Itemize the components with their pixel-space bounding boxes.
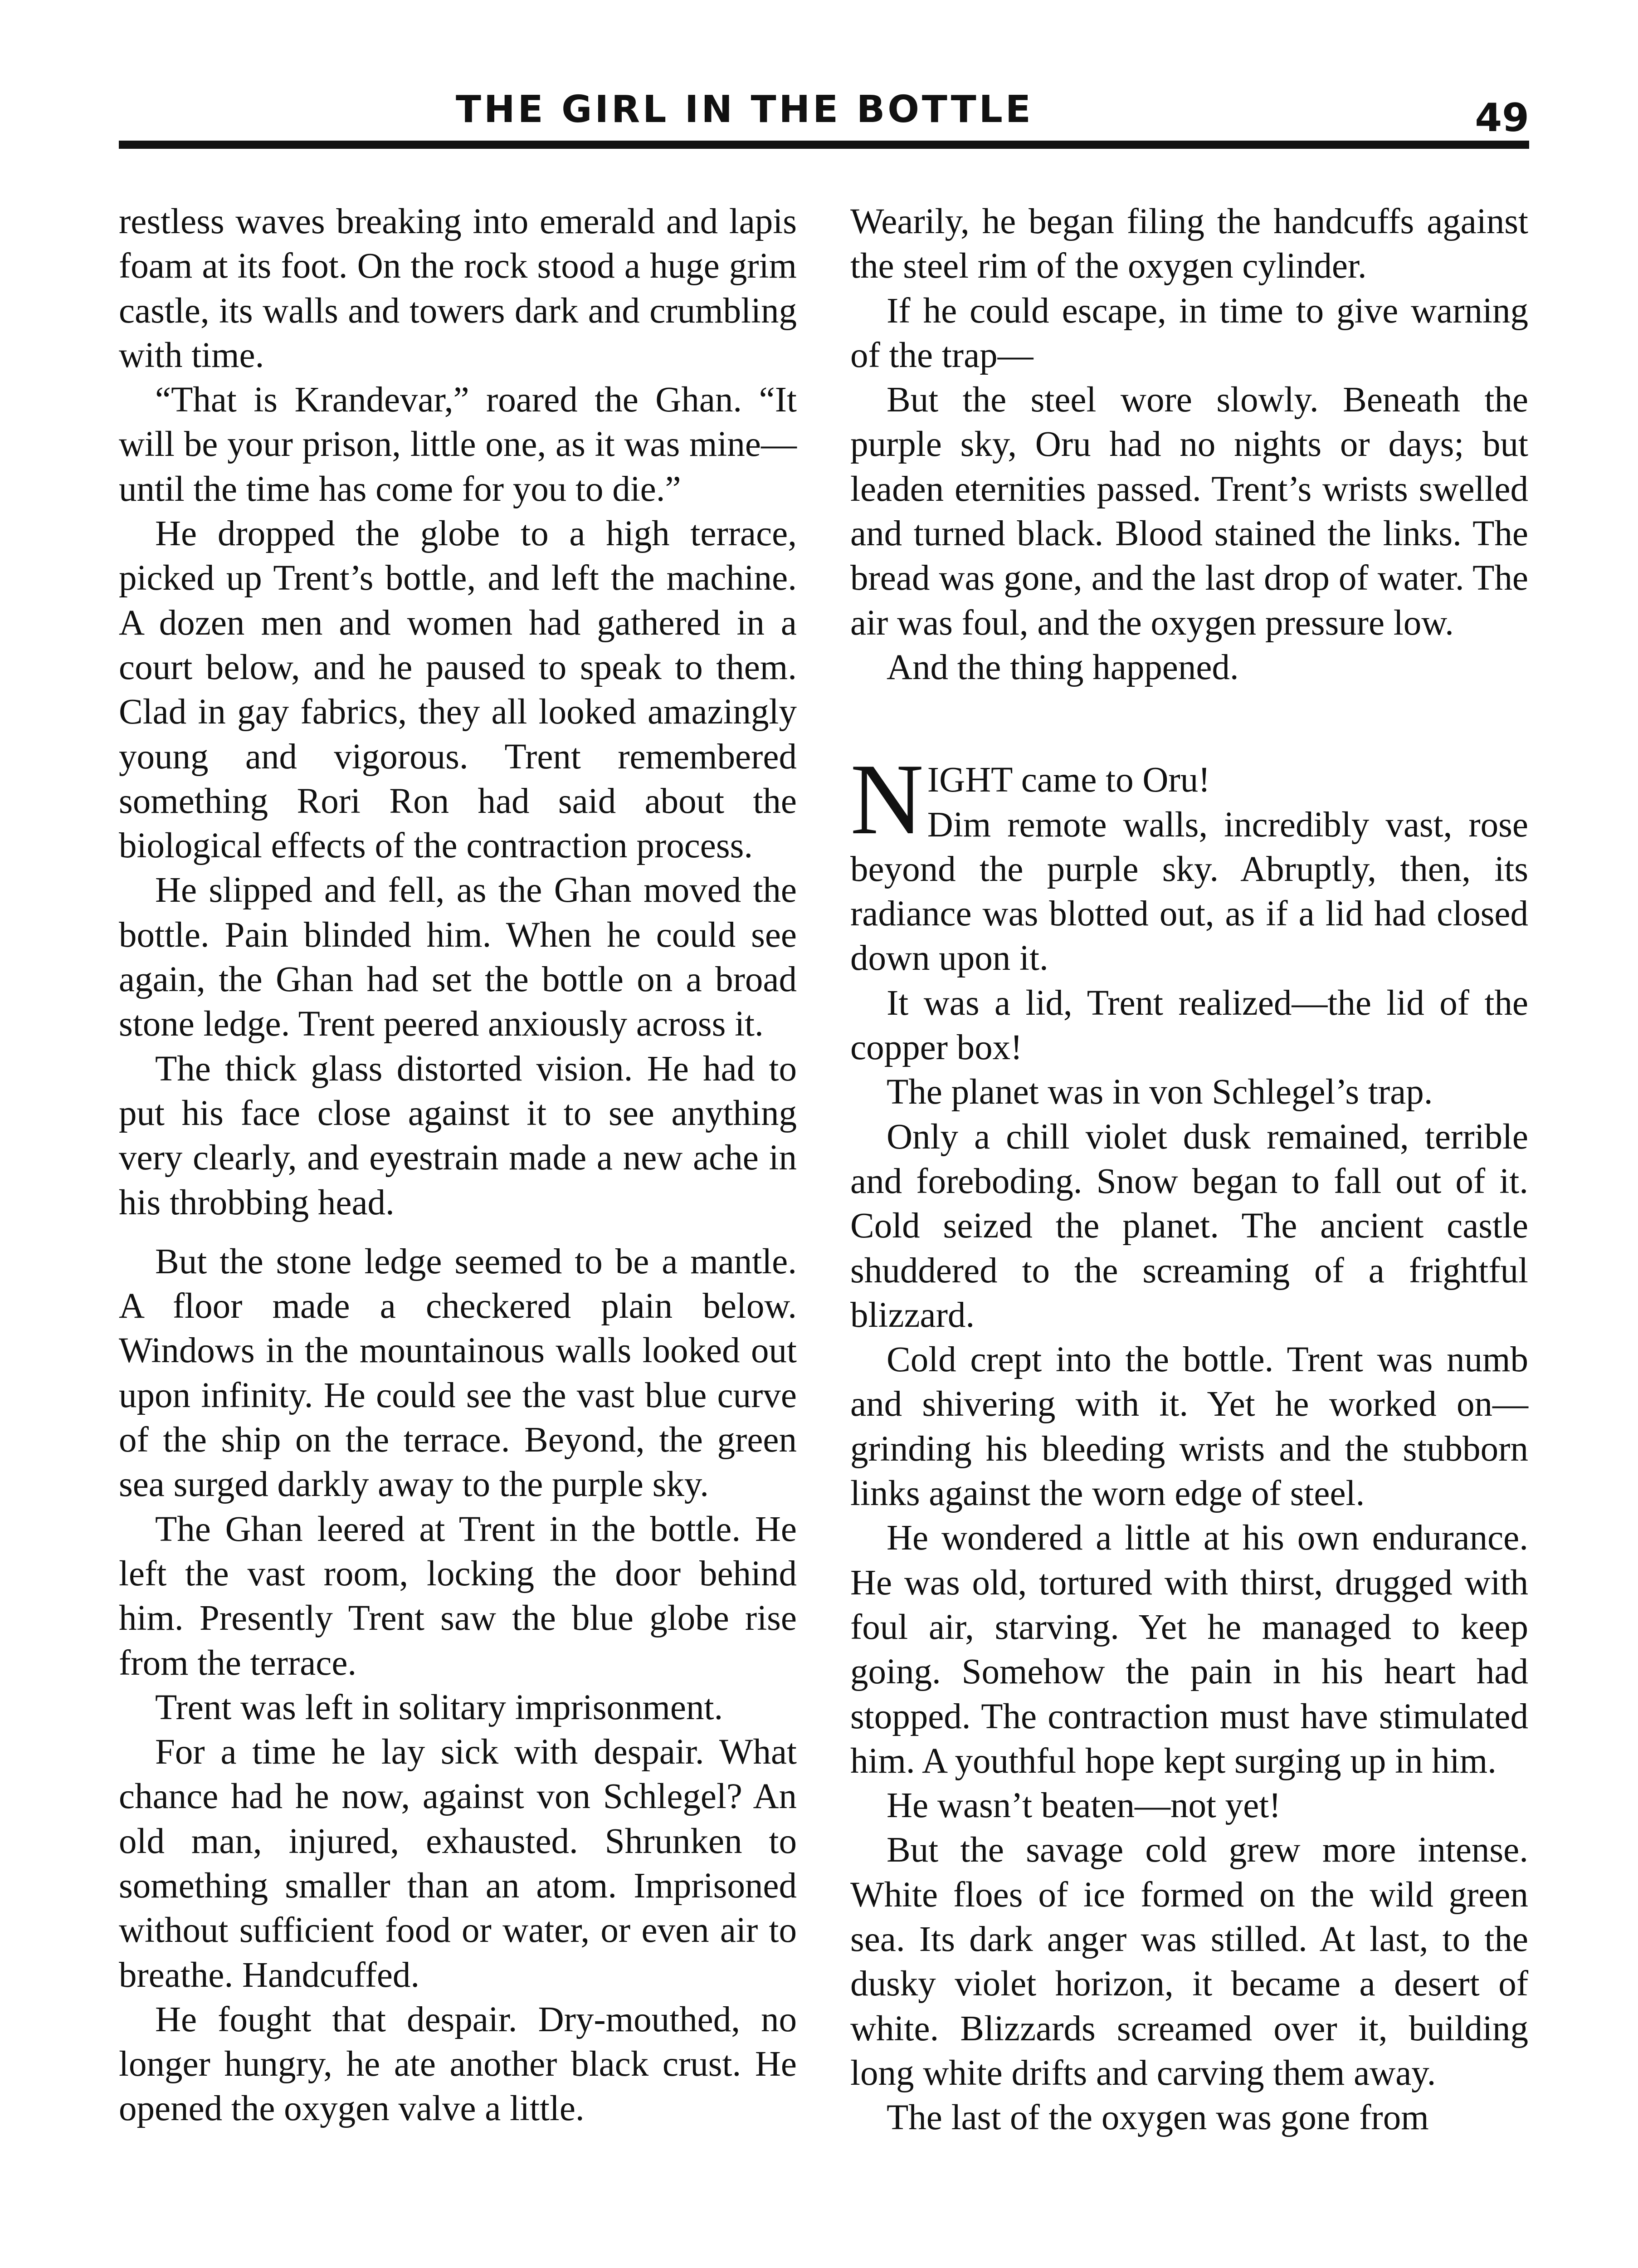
paragraph: He wondered a little at his own endurance. He was old, tortured with thirst, drugged with foul air, starving. Yet he managed to keep going. Somehow the pain in his heart had stopped. The contraction must have stimulated him. A youthful hope kept surging up in him. [850, 1518, 1528, 1781]
paragraph: The Ghan leered at Trent in the bottle. He left the vast room, locking the door behind him. Presently Trent saw the blue globe rise from the terrace. [119, 1509, 797, 1683]
paragraph: He dropped the globe to a high terrace, picked up Trent’s bottle, and left the machine. A dozen men and women had gathered in a court below, and he paused to speak to them. Clad in gay fabrics, they all looked amazingly young and vigorous. Trent remembered something Rori Ron had said about the biological effects of the contraction process. [119, 514, 797, 866]
paragraph: But the steel wore slowly. Beneath the purple sky, Oru had no nights or days; but leaden eternities passed. Trent’s wrists swelled and turned black. Blood stained the links. The bread was gone, and the last drop of water. The air was foul, and the oxygen pressure low. [850, 380, 1528, 643]
section-opening-paragraph [850, 743, 1528, 981]
paragraph: It was a lid, Trent realized—the lid of the copper box! [850, 983, 1528, 1068]
right-column [850, 200, 1528, 2140]
paragraph: He wasn’t beaten—not yet! [887, 1786, 1281, 1826]
paragraph: If he could escape, in time to give warning of the trap— [850, 291, 1528, 375]
paragraph: Cold crept into the bottle. Trent was numb and shivering with it. Yet he worked on—grinding his bleeding wrists and the stubborn links against the worn edge of steel. [850, 1340, 1528, 1514]
drop-cap: N [850, 743, 924, 856]
paragraph: For a time he lay sick with despair. What chance had he now, against von Schlegel? An old man, injured, exhausted. Shrunken to something smaller than an atom. Imprisoned without sufficient food or water, or even air to breathe. Handcuffed. [119, 1732, 797, 1995]
paragraph: The thick glass distorted vision. He had to put his face close against it to see anything very clearly, and eyestrain made a new ache in his throbbing head. [119, 1049, 797, 1222]
paragraph: “That is Krandevar,” roared the Ghan. “It will be your prison, little one, as it was mine—until the time has come for you to die.” [119, 380, 797, 509]
section-opening-continued: Dim remote walls, incredibly vast, rose beyond the purple sky. Abruptly, then, its radiance was blotted out, as if a lid had closed down upon it. [850, 805, 1528, 978]
paragraph: But the savage cold grew more intense. White floes of ice formed on the wild green sea. Its dark anger was stilled. At last, to the dusky violet horizon, it became a desert of white. Blizzards screamed over it, building long white drifts and carving them away. [850, 1830, 1528, 2093]
paragraph: restless waves breaking into emerald and lapis foam at its foot. On the rock stood a huge grim castle, its walls and towers dark and crumbling with time. [119, 202, 797, 375]
paragraph: The last of the oxygen was gone from [887, 2098, 1429, 2138]
left-column [119, 200, 797, 2131]
paragraph: But the stone ledge seemed to be a mantle. A floor made a checkered plain below. Windows in the mountainous walls looked out upon infinity. He could see the vast blue curve of the ship on the terrace. Beyond, the green sea surged darkly away to the purple sky. [119, 1242, 797, 1505]
running-title: THE GIRL IN THE BOTTLE [456, 88, 1034, 131]
paragraph: Wearily, he began filing the handcuffs against the steel rim of the oxygen cylinder. [850, 202, 1528, 286]
paragraph: Trent was left in solitary imprisonment. [155, 1687, 723, 1727]
section-opening-line: IGHT came to Oru! [927, 760, 1210, 800]
page-number: 49 [1475, 95, 1529, 141]
paragraph: He fought that despair. Dry-mouthed, no longer hungry, he ate another black crust. He opened the oxygen valve a little. [119, 1999, 797, 2129]
paragraph: He slipped and fell, as the Ghan moved the bottle. Pain blinded him. When he could see again, the Ghan had set the bottle on a broad stone ledge. Trent peered anxiously across it. [119, 870, 797, 1044]
paragraph: And the thing happened. [887, 647, 1239, 687]
paragraph: The planet was in von Schlegel’s trap. [887, 1072, 1433, 1112]
paragraph: Only a chill violet dusk remained, terrible and foreboding. Snow began to fall out of it. Cold seized the planet. The ancient castle shuddered to the screaming of a frightful blizzard. [850, 1117, 1528, 1335]
page-header [119, 77, 1529, 149]
